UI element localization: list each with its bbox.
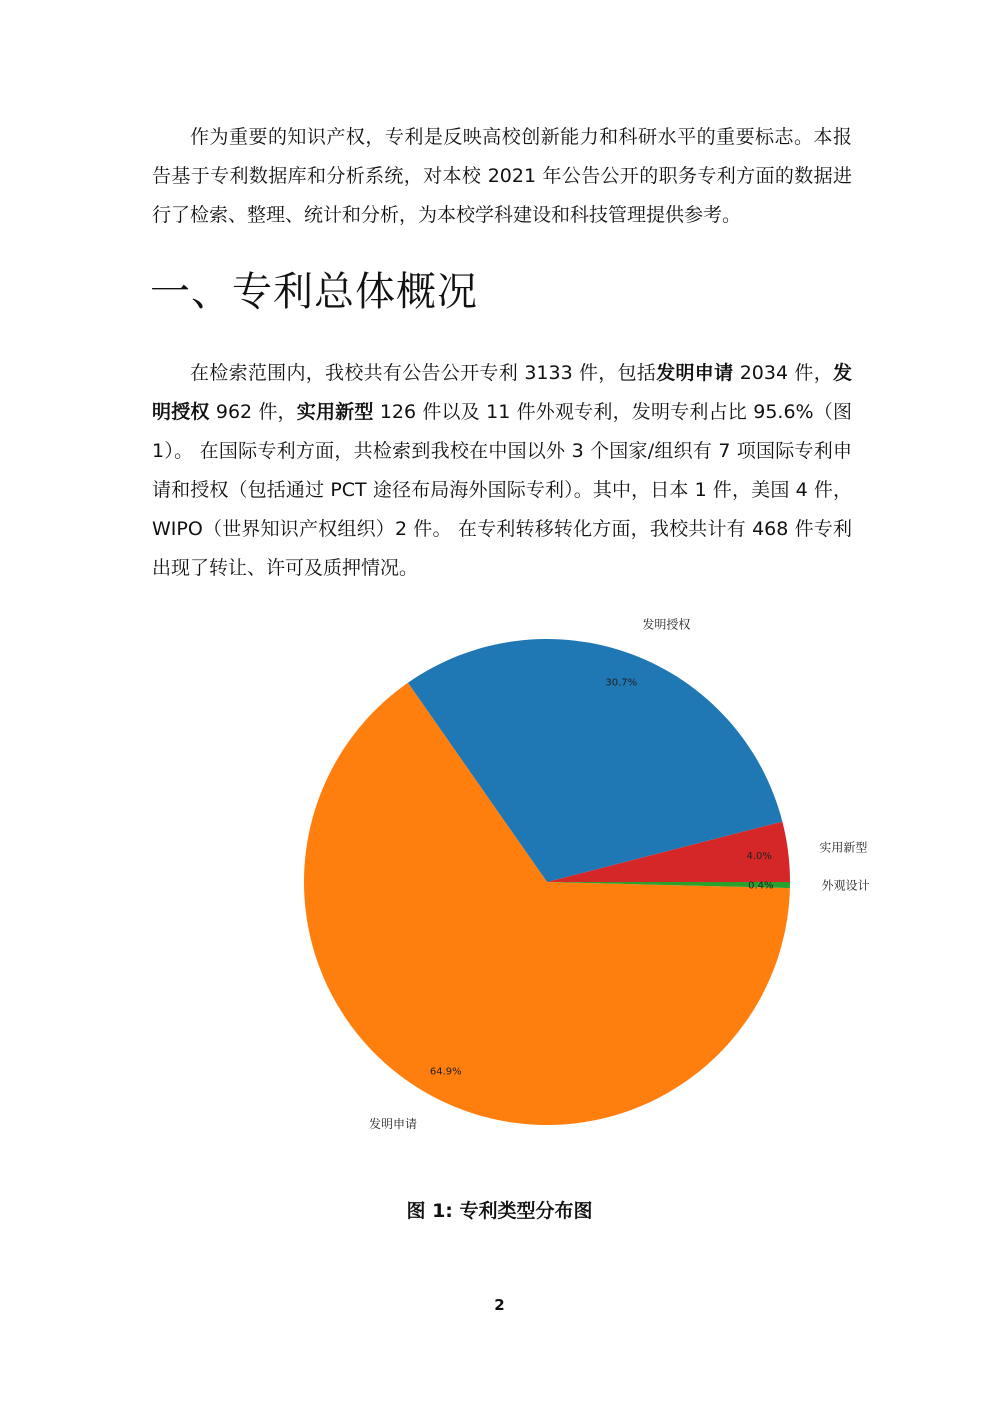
page-number: 2 <box>494 1296 505 1314</box>
pie-category-label-0: 实用新型 <box>819 840 868 855</box>
section-heading: 一、专利总体概况 <box>150 269 478 315</box>
intro-paragraph: 作为重要的知识产权，专利是反映高校创新能力和科研水平的重要标志。本报告基于专利数据库和分析系统，对本校 2021 年公告公开的职务专利方面的数据进行了检索、整理、统计和分析，为本校学科建设和科技管理提供参考。 <box>152 126 852 226</box>
pie-pct-label-2: 64.9% <box>429 1066 462 1078</box>
figure-caption: 图 1: 专利类型分布图 <box>406 1200 593 1222</box>
pie-category-label-2: 发明申请 <box>368 1116 417 1131</box>
overview-paragraph <box>152 354 852 588</box>
pie-pct-label-1: 30.7% <box>605 677 638 689</box>
overview-text-1: 在检索范围内，我校共有公告公开专利 3133 件，包括 <box>190 362 657 384</box>
overview-text-4: 126 件以及 11 件外观专利，发明专利占比 95.6%（图 1）。 在国际专利方面，共检索到我校在中国以外 3 个国家/组织有 7 项国际专利申请和授权（包括通过 PCT 途径布局海外国际专利）。其中，日本 1 件，美国 4 件，WIPO（世界知识产权组织）2 件。 在专利转移转化方面，我校共计有 468 件专利出现了转让、许可及质押情况。 <box>152 401 852 579</box>
overview-bold-invention-grant: 发明授权 <box>152 362 852 423</box>
overview-text-2: 2034 件， <box>733 362 833 384</box>
overview-text-3: 962 件， <box>209 401 297 423</box>
pie-category-label-3: 外观设计 <box>821 878 870 893</box>
pie-pct-label-3: 0.4% <box>748 880 774 892</box>
overview-bold-invention-application: 发明申请 <box>656 362 734 384</box>
pie-pct-label-0: 4.0% <box>746 851 772 863</box>
overview-bold-utility-model: 实用新型 <box>296 401 374 423</box>
pie-category-label-1: 发明授权 <box>642 617 691 632</box>
patent-type-pie-chart <box>280 615 900 1155</box>
